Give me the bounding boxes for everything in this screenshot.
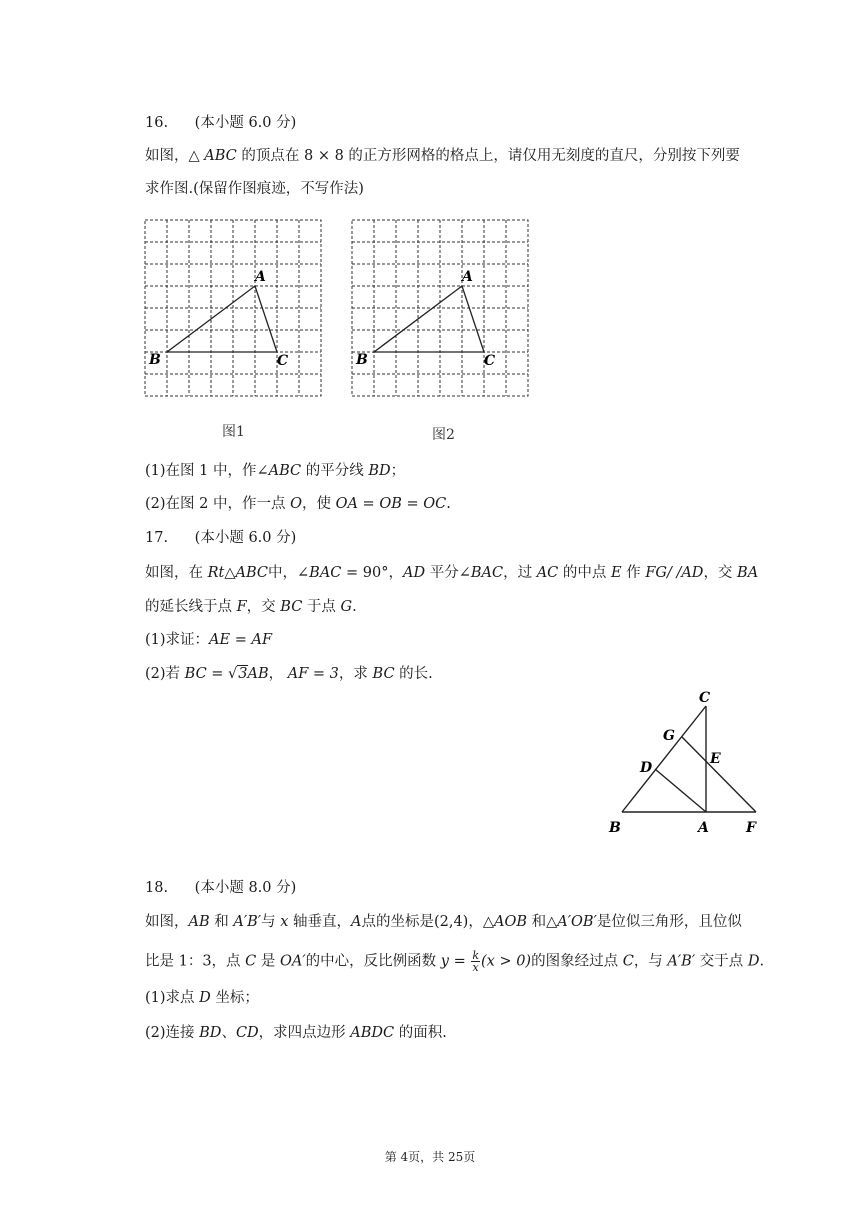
- math-bac: BAC: [309, 565, 342, 581]
- math-bac: BAC: [470, 565, 504, 581]
- q17-part2: [145, 664, 433, 684]
- math-fraction-numerator: k: [472, 949, 479, 962]
- math-sqrt: √3: [228, 666, 248, 682]
- text: (2)若: [145, 666, 181, 682]
- text: 比是 1：3，点: [145, 953, 241, 970]
- math-bc: BC: [280, 599, 303, 615]
- text: 的中点: [562, 565, 607, 581]
- text: (2)在图 2 中，作一点: [145, 496, 286, 512]
- math-bc: BC: [372, 666, 395, 682]
- figure-label-b: B: [609, 820, 621, 836]
- math-aob: AOB: [494, 914, 528, 930]
- figure-label-f: F: [746, 820, 756, 836]
- text: = 90°，: [346, 565, 403, 581]
- math-equation: AE = AF: [209, 632, 273, 648]
- math-fraction-denominator: x: [472, 961, 479, 974]
- math-oa-prime: OA′: [280, 953, 306, 970]
- math-d: D: [747, 953, 760, 970]
- text: 和: [214, 914, 229, 930]
- figure-label-e: E: [710, 751, 721, 767]
- text: 的平分线: [305, 463, 364, 479]
- q16-intro-line1: [145, 146, 740, 166]
- page-footer: 第 4页，共 25页: [384, 1150, 476, 1164]
- text: ，交: [703, 565, 733, 581]
- q16-part1: [145, 461, 405, 481]
- grid: [145, 220, 321, 396]
- q16-heading: [145, 113, 296, 133]
- text: 交于点: [699, 953, 744, 970]
- math-bc: BC =: [184, 666, 224, 682]
- math-d: D: [199, 990, 211, 1006]
- q18-part1: [145, 988, 259, 1008]
- math-ab: AB: [247, 666, 269, 682]
- math-cd: CD: [235, 1025, 259, 1041]
- point-label-a: A: [462, 269, 473, 285]
- text: .: [759, 953, 765, 970]
- text: 的延长线于点: [145, 599, 232, 615]
- math-abdc: ABDC: [350, 1025, 395, 1041]
- text: ；: [390, 463, 406, 479]
- text: .: [446, 496, 451, 512]
- point-label-a: A: [255, 269, 266, 285]
- math-e: E: [611, 565, 622, 581]
- math-fg-parallel-ad: FG/ /AD: [645, 565, 704, 581]
- q18-line1: [145, 912, 742, 932]
- text: 如图，: [145, 914, 189, 930]
- text: 、: [221, 1025, 236, 1041]
- q18-part2: [145, 1023, 447, 1043]
- figure-label-d: D: [640, 760, 653, 776]
- text: ，与: [633, 953, 663, 970]
- text: 平分∠: [429, 565, 471, 581]
- text: ，交: [246, 599, 276, 615]
- math-ad: AD: [402, 565, 426, 581]
- q16-figure-2-caption: 图2: [432, 427, 455, 443]
- math-fraction-k-over-x: [471, 950, 480, 973]
- text: ，过: [503, 565, 533, 581]
- figure-label-c: C: [699, 690, 711, 706]
- segment-ad: [655, 769, 706, 812]
- point-label-b: B: [356, 352, 368, 368]
- text: 的面积.: [398, 1025, 447, 1041]
- math-a: A: [350, 914, 362, 930]
- math-af: AF = 3: [287, 666, 339, 682]
- text: 是位似三角形，且位似: [596, 914, 742, 930]
- text: ，求: [338, 666, 368, 682]
- text: 的图象经过点: [531, 953, 619, 970]
- text: (1)求证：: [145, 632, 210, 648]
- text: (2)连接: [145, 1025, 195, 1041]
- math-a-prime-b-prime: A′B′: [233, 914, 262, 930]
- q17-part1: [145, 630, 272, 650]
- text: 中，∠: [268, 565, 310, 581]
- point-label-b: B: [149, 352, 161, 368]
- math-bd: BD: [368, 463, 391, 479]
- text: .: [352, 599, 357, 615]
- math-ba: BA: [737, 565, 759, 581]
- text: 坐标；: [215, 990, 259, 1006]
- text: 是: [260, 953, 276, 970]
- math-ab: AB: [188, 914, 210, 930]
- text: 的长.: [399, 666, 433, 682]
- math-o: O: [290, 496, 302, 512]
- math-rt: Rt: [207, 565, 225, 581]
- math-abc: ABC: [268, 463, 302, 479]
- point-label-c: C: [277, 353, 289, 369]
- text: 轴垂直，: [292, 914, 351, 930]
- q16-intro-line2: 求作图.(保留作图痕迹，不写作法): [145, 181, 364, 197]
- figure-label-a: A: [698, 820, 709, 836]
- math-a-prime-ob-prime: A′OB′: [557, 914, 597, 930]
- grid: [352, 220, 528, 396]
- math-g: G: [340, 599, 353, 615]
- q17-heading: [145, 528, 296, 548]
- text: 的中心，反比例函数: [305, 953, 437, 970]
- q18-line2: [145, 950, 764, 973]
- q18-number: 18.: [145, 880, 169, 896]
- q17-line1: [145, 563, 758, 583]
- math-equation: OA = OB = OC: [335, 496, 447, 512]
- math-abc: ABC: [235, 565, 269, 581]
- q17-score: (本小题 6.0 分): [194, 530, 297, 546]
- q18-heading: [145, 878, 296, 898]
- q18-score: (本小题 8.0 分): [194, 880, 297, 896]
- math-y-equals: y =: [440, 953, 466, 970]
- triangle-abc: [374, 286, 484, 352]
- text: (1)在图 1 中，作∠: [145, 463, 269, 479]
- q16-score: (本小题 6.0 分): [194, 115, 297, 131]
- q16-figure-1-caption: 图1: [222, 424, 245, 440]
- math-bd: BD: [199, 1025, 222, 1041]
- text: ，求四点边形: [258, 1025, 346, 1041]
- math-abc: ABC: [204, 148, 237, 164]
- text: 于点: [306, 599, 336, 615]
- text: 的顶点在 8 × 8 的正方形网格的格点上，请仅用无刻度的直尺，分别按下列要: [241, 148, 740, 164]
- q17-line2: [145, 597, 357, 617]
- q16-part2: [145, 494, 451, 514]
- text: ，使: [301, 496, 331, 512]
- text: 如图，在: [145, 565, 203, 581]
- q16-figure-1: [140, 214, 326, 400]
- math-ac: AC: [536, 565, 559, 581]
- segment-bc: [622, 706, 706, 812]
- math-f: F: [236, 599, 247, 615]
- text: 和△: [531, 914, 558, 930]
- math-x: x: [280, 914, 289, 930]
- text: 点的坐标是(2,4)，△: [361, 914, 494, 930]
- text: (1)求点: [145, 990, 195, 1006]
- math-condition: (x > 0): [481, 953, 532, 970]
- text: 作: [626, 565, 641, 581]
- text: ，: [268, 666, 284, 682]
- q16-number: 16.: [145, 115, 169, 131]
- math-sqrt-radicand: 3: [238, 666, 248, 682]
- math-a-prime-b-prime: A′B′: [667, 953, 696, 970]
- point-label-c: C: [484, 353, 496, 369]
- q17-figure: [600, 686, 770, 836]
- math-c: C: [245, 953, 257, 970]
- text: △: [224, 565, 236, 581]
- figure-label-g: G: [663, 728, 675, 744]
- q16-figure-2: [347, 214, 533, 400]
- text: 与: [261, 914, 276, 930]
- triangle-abc: [167, 286, 277, 352]
- q17-number: 17.: [145, 530, 169, 546]
- text: 如图，△: [145, 148, 200, 164]
- math-c: C: [622, 953, 634, 970]
